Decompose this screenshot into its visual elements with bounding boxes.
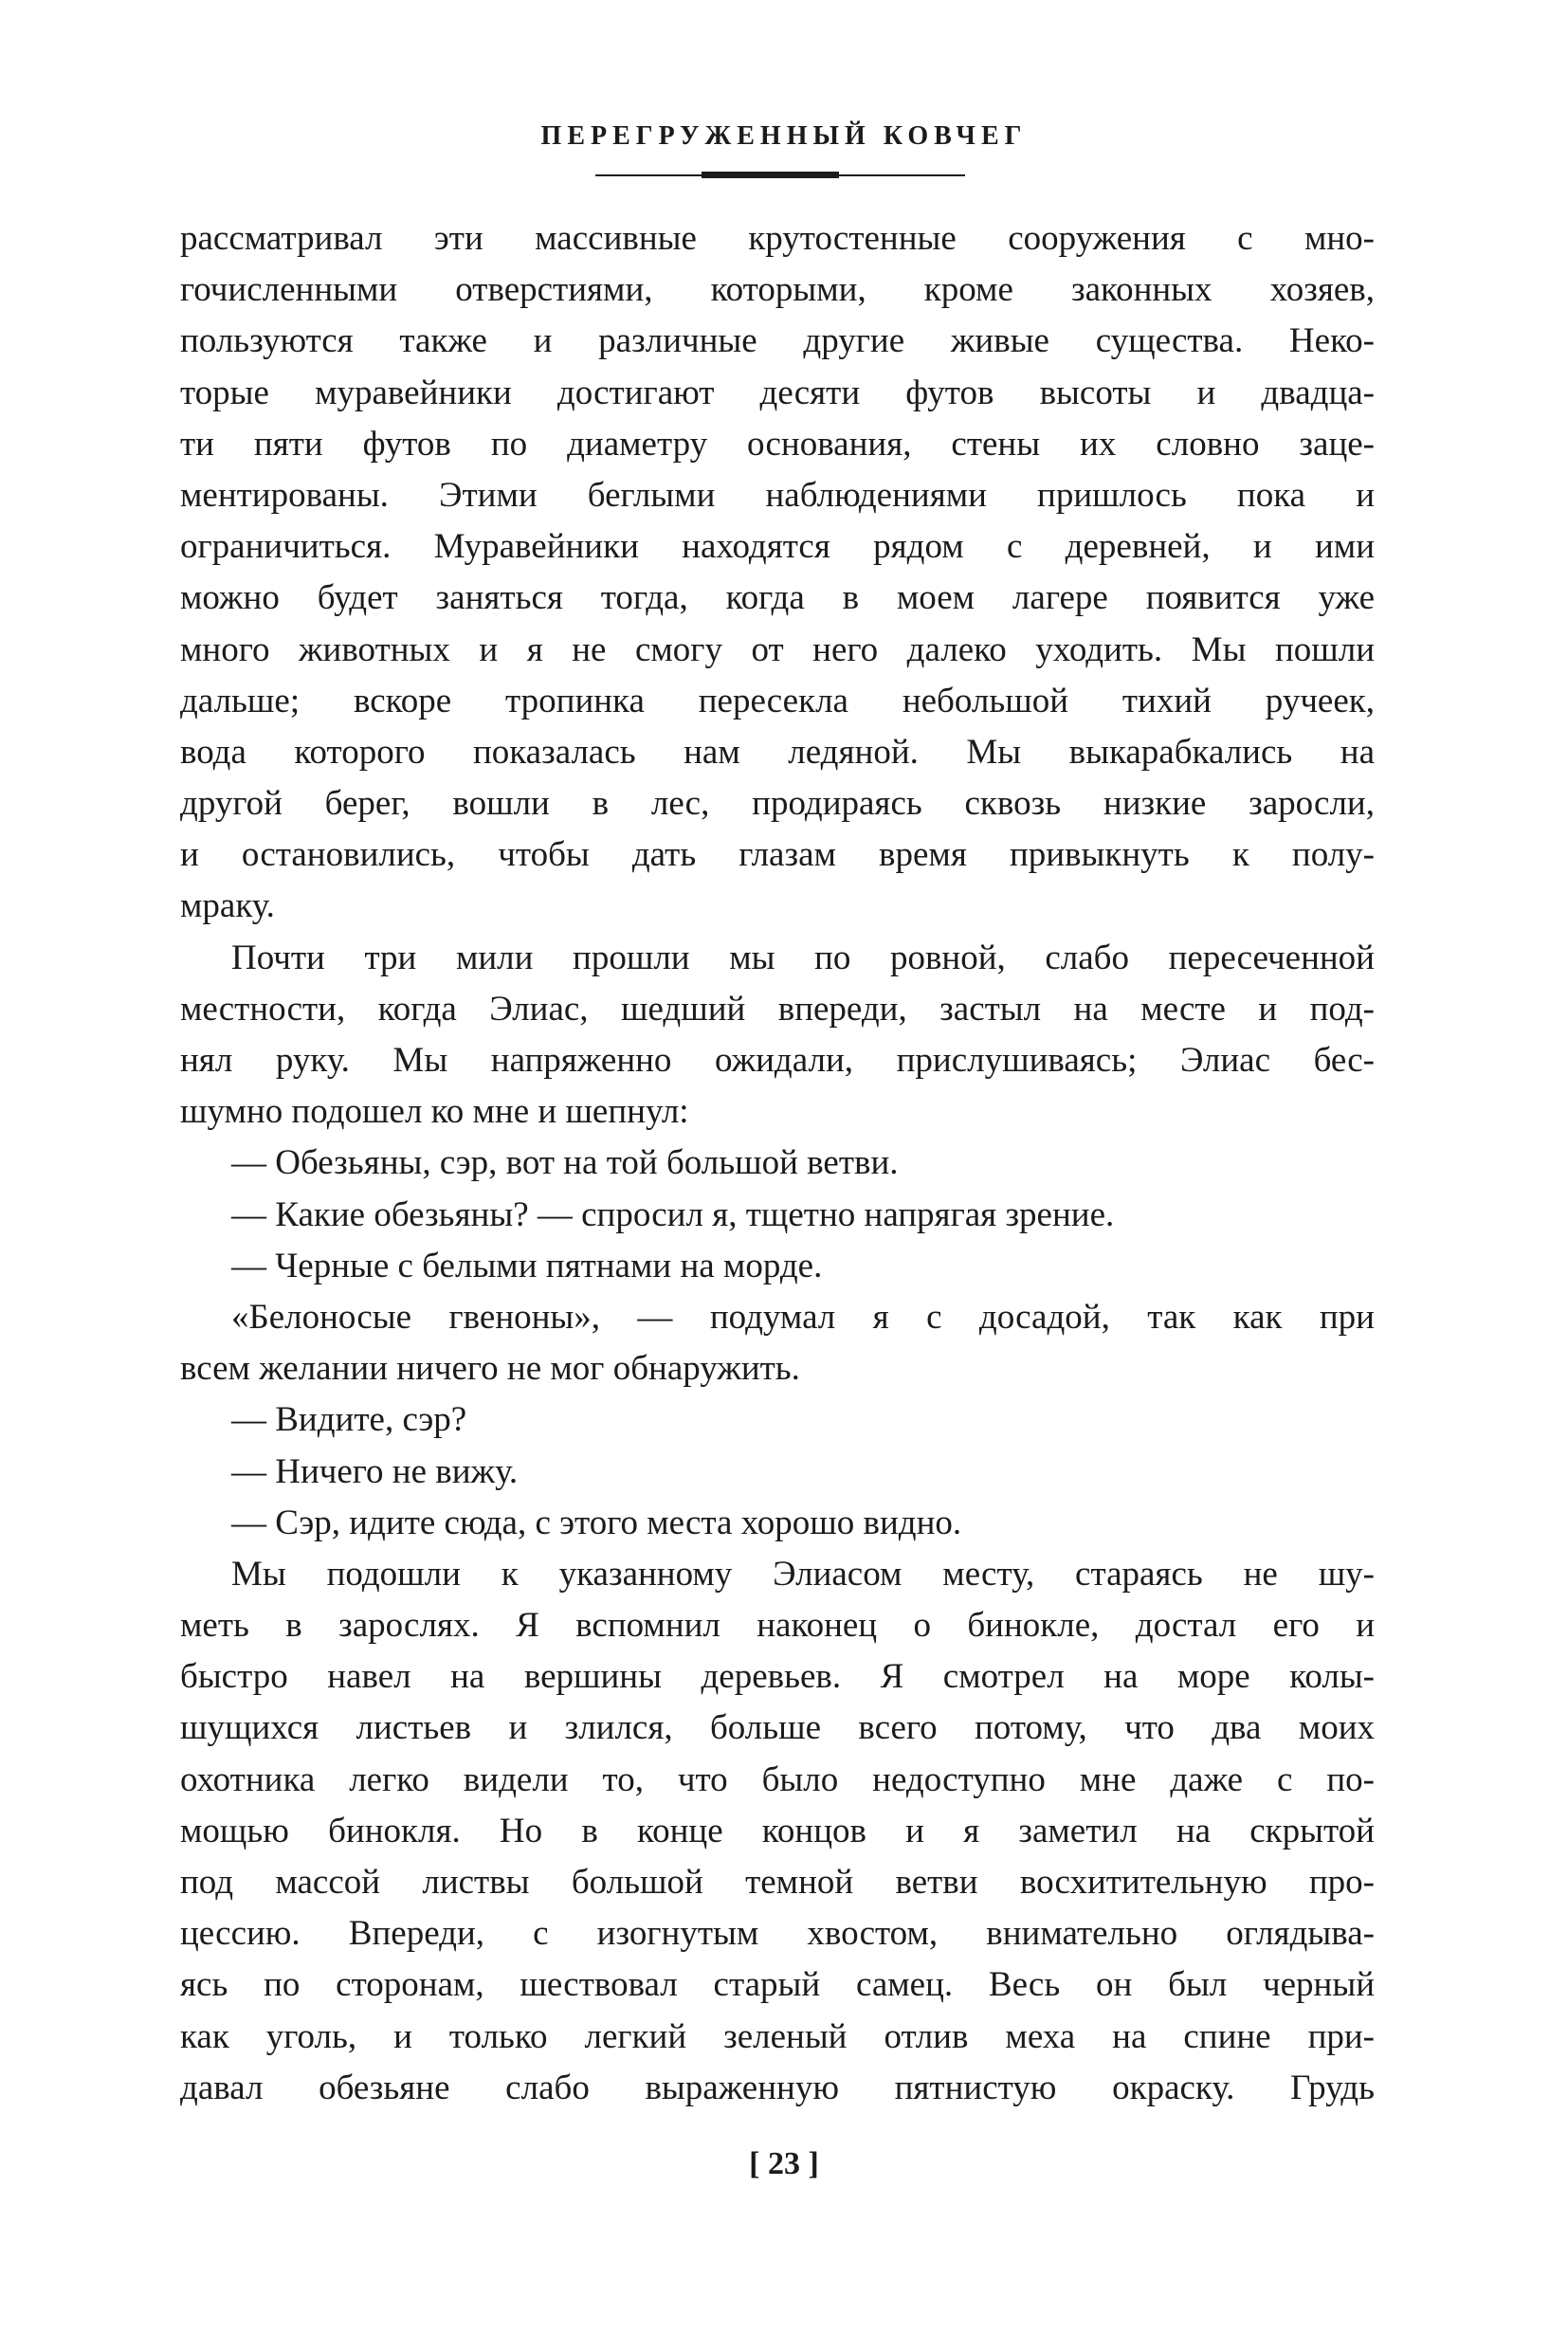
text-line: давал обезьяне слабо выраженную пятнистую окраску. Грудь: [180, 2068, 1375, 2107]
text-line: другой берег, вошли в лес, продираясь сквозь низкие заросли,: [180, 784, 1375, 824]
text-line: гочисленными отверстиями, которыми, кроме законных хозяев,: [180, 270, 1375, 310]
text-line: Почти три мили прошли мы по ровной, слабо пересеченной: [231, 938, 1375, 977]
dialogue-line: — Ничего не вижу.: [231, 1451, 519, 1491]
dialogue-line: — Черные с белыми пятнами на морде.: [231, 1246, 823, 1285]
running-head: ПЕРЕГРУЖЕННЫЙ КОВЧЕГ: [540, 121, 1028, 151]
dialogue-line: — Сэр, идите сюда, с этого места хорошо видно.: [231, 1503, 962, 1542]
text-line: вода которого показалась нам ледяной. Мы выкарабкались на: [180, 732, 1375, 772]
text-line: дальше; вскоре тропинка пересекла небольшой тихий ручеек,: [180, 681, 1375, 720]
dialogue-line: — Обезьяны, сэр, вот на той большой ветви.: [231, 1143, 899, 1183]
dialogue-line: — Какие обезьяны? — спросил я, тщетно напрягая зрение.: [231, 1194, 1115, 1234]
text-line: мощью бинокля. Но в конце концов и я заметил на скрытой: [180, 1811, 1375, 1850]
body-text: [180, 213, 1375, 2114]
text-line: местности, когда Элиас, шедший впереди, застыл на месте и под-: [180, 989, 1375, 1029]
text-line: много животных и я не смогу от него далеко уходить. Мы пошли: [180, 629, 1375, 669]
text-line: торые муравейники достигают десяти футов высоты и двадца-: [180, 373, 1375, 412]
text-line: быстро навел на вершины деревьев. Я смотрел на море колы-: [180, 1657, 1375, 1697]
text-line: и остановились, чтобы дать глазам время привыкнуть к полу-: [180, 835, 1375, 875]
text-line: можно будет заняться тогда, когда в моем лагере появится уже: [180, 578, 1375, 618]
text-line: Мы подошли к указанному Элиасом месту, стараясь не шу-: [231, 1554, 1375, 1594]
text-line: меть в зарослях. Я вспомнил наконец о бинокле, достал его и: [180, 1606, 1375, 1646]
text-line: шущихся листьев и злился, больше всего потому, что два моих: [180, 1708, 1375, 1748]
text-line: ясь по сторонам, шествовал старый самец. Весь он был черный: [180, 1965, 1375, 2005]
text-line: цессию. Впереди, с изогнутым хвостом, внимательно оглядыва-: [180, 1914, 1375, 1954]
text-line: ментированы. Этими беглыми наблюдениями пришлось пока и: [180, 475, 1375, 515]
page-number: [ 23 ]: [749, 2146, 819, 2181]
dialogue-line: — Видите, сэр?: [231, 1400, 467, 1440]
text-line: ти пяти футов по диаметру основания, стены их словно заце-: [180, 424, 1375, 464]
text-line: мраку.: [180, 886, 275, 926]
text-line: рассматривал эти массивные крутостенные сооружения с мно-: [180, 219, 1375, 258]
text-line: нял руку. Мы напряженно ожидали, прислушиваясь; Элиас бес-: [180, 1041, 1375, 1080]
text-line: всем желании ничего не мог обнаружить.: [180, 1349, 800, 1389]
text-line: шумно подошел ко мне и шепнул:: [180, 1092, 689, 1132]
text-line: под массой листвы большой темной ветви восхитительную про-: [180, 1863, 1375, 1902]
text-line: как уголь, и только легкий зеленый отлив меха на спине при-: [180, 2016, 1375, 2056]
text-line: охотника легко видели то, что было недоступно мне даже с по-: [180, 1759, 1375, 1799]
text-line: «Белоносые гвеноны», — подумал я с досадой, так как при: [231, 1297, 1375, 1337]
running-head-rule-accent: [702, 172, 839, 178]
text-line: пользуются также и различные другие живые существа. Неко-: [180, 321, 1375, 361]
text-line: ограничиться. Муравейники находятся рядом с деревней, и ими: [180, 527, 1375, 567]
